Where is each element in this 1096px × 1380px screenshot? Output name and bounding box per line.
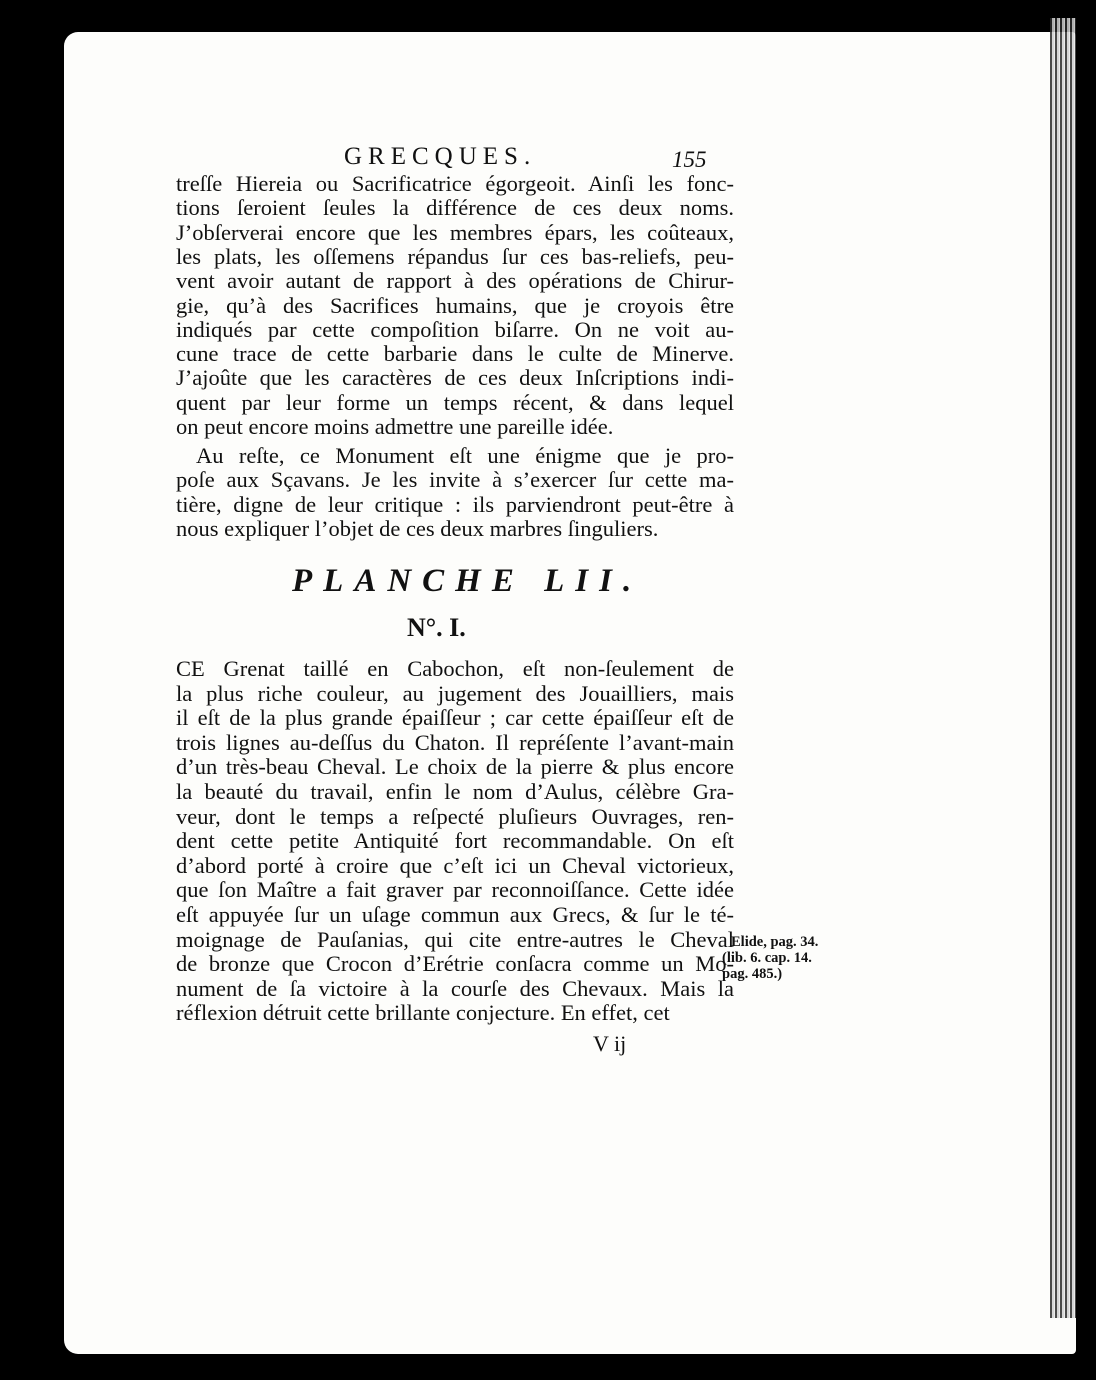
plate-number: N°. I. [407,613,466,642]
text-line: il eſt de la plus grande épaiſſeur ; car cette épaiſſeur eſt de [176,705,734,731]
text-line: quent par leur forme un temps récent, & dans lequel [176,389,734,415]
text-line: nous expliquer l’objet de ces deux marbres ſinguliers. [176,515,659,541]
text-line: on peut encore moins admettre une pareille idée. [176,414,614,439]
text-line: indiqués par cette compoſition biſarre. On ne voit au- [176,316,734,342]
text-line: treſſe Hiereia ou Sacrificatrice égorgeoit. Ainſi les fonc- [176,171,734,196]
plate-title: PLANCHE LII. [292,563,643,599]
margin-note-line: pag. 485.) [722,966,783,982]
text-line: de bronze que Crocon d’Erétrie conſacra comme un Mo- [176,951,734,977]
text-line: les plats, les oſſemens répandus ſur ces bas-reliefs, peu- [176,243,734,269]
text-line: tière, digne de leur critique : ils parviendront peut-être à [176,491,734,517]
text-line: J’ajoûte que les caractères de ces deux Inſcriptions indi- [176,365,734,391]
text-line: que ſon Maître a fait graver par reconnoiſſance. Cette idée [176,877,734,903]
text-line: eſt appuyée ſur un uſage commun aux Grecs, & ſur le té- [176,902,734,927]
text-line: Au reſte, ce Monument eſt une énigme que je pro- [196,443,734,468]
margin-note-line: (lib. 6. cap. 14. [722,950,812,966]
text-line: nument de ſa victoire à la courſe des Chevaux. Mais la [176,975,734,1001]
margin-note-line: Elide, pag. 34. [731,934,819,950]
text-line: moignage de Pauſanias, qui cite entre-autres le Cheval [176,926,734,952]
text-line: la beauté du travail, enfin le nom d’Aulus, célèbre Gra- [176,779,734,804]
text-line: gie, qu’à des Sacrifices humains, que je croyois être [176,292,734,318]
text-line: la plus riche couleur, au jugement des Jouailliers, mais [176,680,734,706]
text-line: poſe aux Sçavans. Je les invite à s’exercer ſur cette ma- [176,467,734,493]
text-line: réflexion détruit cette brillante conjecture. En effet, cet [176,1000,670,1026]
page-number: 155 [672,147,707,172]
text-line: d’un très-beau Cheval. Le choix de la pierre & plus encore [176,754,734,780]
text-line: CE Grenat taillé en Cabochon, eſt non-ſeulement de [176,656,734,681]
text-line: d’abord porté à croire que c’eſt ici un Cheval victorieux, [176,852,734,878]
signature-mark: V ij [593,1031,627,1056]
text-line: vent avoir autant de rapport à des opérations de Chirur- [176,268,734,294]
text-line: tions ſeroient ſeules la différence de ces deux noms. [176,195,734,221]
text-line: cune trace de cette barbarie dans le culte de Minerve. [176,341,734,367]
text-line: dent cette petite Antiquité fort recommandable. On eſt [176,828,734,854]
page-edge-shadow [1050,18,1076,1318]
text-line: trois lignes au-deſſus du Chaton. Il repréſente l’avant-main [176,729,734,755]
running-title: GRECQUES. [344,143,537,170]
text-line: J’obſerverai encore que les membres épars, les coûteaux, [176,219,734,245]
text-line: veur, dont le temps a reſpecté pluſieurs Ouvrages, ren- [176,803,734,829]
